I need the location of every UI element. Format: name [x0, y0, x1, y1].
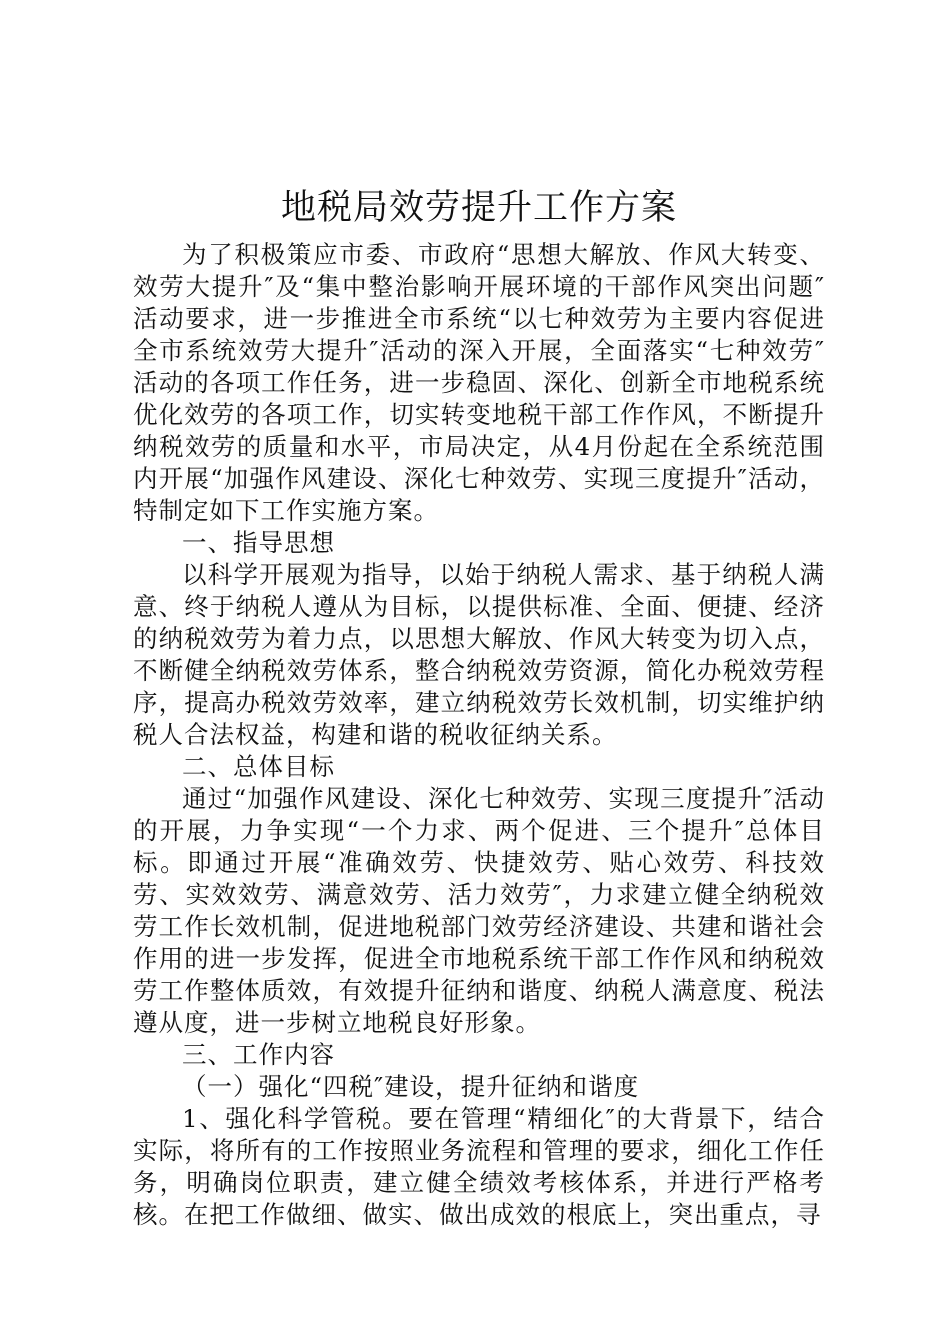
guiding-thought-paragraph: 以科学开展观为指导，以始于纳税人需求、基于纳税人满意、终于纳税人遵从为目标，以提供标准、全面、便捷、经济的纳税效劳为着力点，以思想大解放、作风大转变为切入点，不断健全纳税效劳体系，整合纳税效劳资源，简化办税效劳程序，提高办税效劳效率，建立纳税效劳长效机制，切实维护纳税人合法权益，构建和谐的税收征纳关系。	[133, 560, 825, 749]
section-heading-guiding-thought: 一、指导思想	[182, 528, 335, 557]
intro-paragraph: 为了积极策应市委、市政府“思想大解放、作风大转变、效劳大提升″及“集中整治影响开展环境的干部作风突出问题″活动要求，进一步推进全市系统“以七种效劳为主要内容促进全市系统效劳大提升″活动的深入开展，全面落实“七种效劳″活动的各项工作任务，进一步稳固、深化、创新全市地税系统优化效劳的各项工作，切实转变地税干部工作作风，不断提升纳税效劳的质量和水平，市局决定，从4月份起在全系统范围内开展“加强作风建设、深化七种效劳、实现三度提升″活动，特制定如下工作实施方案。	[133, 240, 825, 525]
item-scientific-tax-management: 1、强化科学管税。要在管理“精细化″的大背景下，结合实际，将所有的工作按照业务流程和管理的要求，细化工作任务，明确岗位职责，建立健全绩效考核体系，并进行严格考核。在把工作做细、做实、做出成效的根底上，突出重点，寻	[133, 1104, 825, 1229]
document-page	[133, 183, 825, 1231]
section-heading-work-content: 三、工作内容	[182, 1040, 335, 1069]
subsection-heading-four-tax: （一）强化“四税″建设，提升征纳和谐度	[182, 1072, 640, 1101]
overall-goal-paragraph: 通过“加强作风建设、深化七种效劳、实现三度提升″活动的开展，力争实现“一个力求、两个促进、三个提升″总体目标。即通过开展“准确效劳、快捷效劳、贴心效劳、科技效劳、实效效劳、满意效劳、活力效劳″，力求建立健全纳税效劳工作长效机制，促进地税部门效劳经济建设、共建和谐社会作用的进一步发挥，促进全市地税系统干部工作作风和纳税效劳工作整体质效，有效提升征纳和谐度、纳税人满意度、税法遵从度，进一步树立地税良好形象。	[133, 784, 825, 1037]
section-heading-overall-goal: 二、总体目标	[182, 752, 335, 781]
document-title: 地税局效劳提升工作方案	[280, 188, 677, 228]
